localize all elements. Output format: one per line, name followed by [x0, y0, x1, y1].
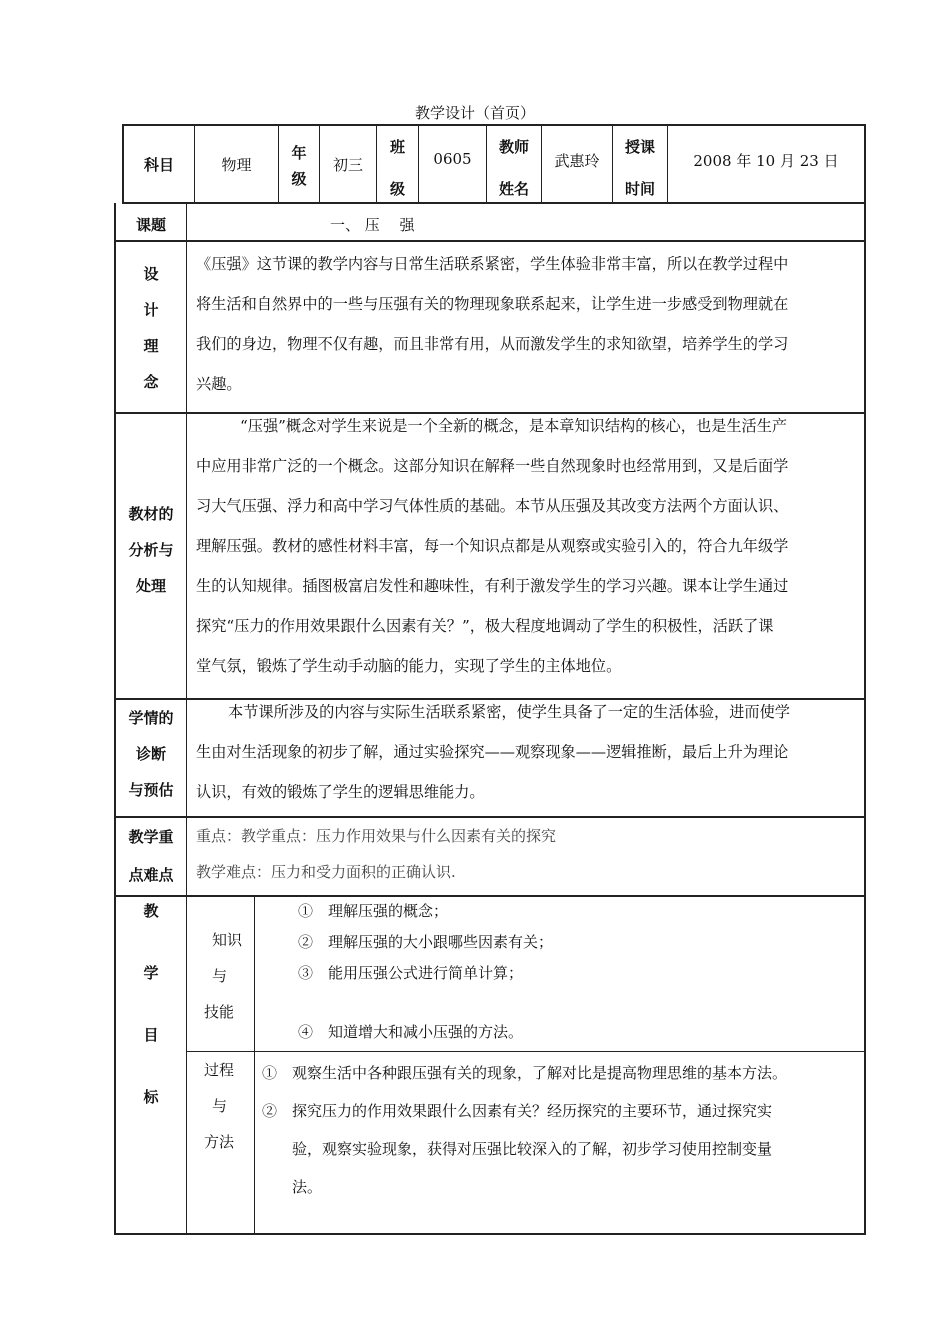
student-diagnosis-text: 本节课所涉及的内容与实际生活联系紧密，使学生具备了一定的生活体验，进而使学 生由对生活现象的初步了解，通过实验探究——观察现象——逻辑推断，最后上升为理论 认识，有效的锻炼了学生的逻辑思维能力。 [196, 703, 790, 801]
subject-label: 科目 [143, 156, 174, 174]
table-border [254, 896, 255, 1234]
table-border [864, 203, 866, 1235]
table-border [186, 203, 187, 1235]
knowledge-skills-list: ① 理解压强的概念； ② 理解压强的大小跟哪些因素有关； ③ 能用压强公式进行简单计算； ④ 知道增大和减小压强的方法。 [298, 902, 554, 1041]
grade-label: 年 级 [291, 144, 307, 188]
table-border [114, 895, 866, 897]
design-concept-text: 《压强》这节课的教学内容与日常生活联系紧密，学生体验非常丰富，所以在教学过程中 将生活和自然界中的一些与压强有关的物理现象联系起来，让学生进一步感受到物理就在 我们的身边，物理不仅有趣，而且非常有用，从而激发学生的求知欲望，培养学生的学习 兴趣。 [196, 255, 789, 393]
table-border [186, 1051, 866, 1052]
topic-value: 一、 压 强 [330, 216, 415, 234]
teacher-name: 武惠玲 [554, 152, 600, 170]
objectives-label: 教 学 目 标 [143, 902, 159, 1106]
grade-value: 初三 [332, 156, 363, 174]
table-border [114, 1233, 866, 1235]
student-diagnosis-label: 学情的 诊断 与预估 [128, 709, 174, 799]
class-number: 0605 [433, 150, 472, 168]
topic-label: 课题 [135, 216, 166, 234]
table-border [114, 240, 866, 242]
document-title: 教学设计（首页） [414, 104, 535, 122]
time-label: 授课 时间 [624, 138, 655, 198]
material-analysis-label: 教材的 分析与 处理 [128, 505, 174, 595]
lesson-date: 2008 年 10 月 23 日 [693, 152, 839, 170]
class-label: 班 级 [389, 138, 405, 198]
process-method-text: ① 观察生活中各种跟压强有关的现象，了解对比是提高物理思维的基本方法。 ② 探究压力的作用效果跟什么因素有关？经历探究的主要环节，通过探究实 验，观察实验现象，获得对压强比较深入的了解，初步学习使用控制变量 法。 [262, 1064, 788, 1196]
process-method-label: 过程 与 方法 [204, 1061, 235, 1151]
knowledge-skills-label: 知识 与 技能 [204, 931, 243, 1021]
table-border [864, 124, 866, 204]
key-points-label: 教学重 点难点 [128, 828, 174, 884]
teacher-label: 教师 姓名 [498, 138, 529, 198]
material-analysis-text: “压强”概念对学生来说是一个全新的概念，是本章知识结构的核心，也是生活生产 中应用非常广泛的一个概念。这部分知识在解释一些自然现象时也经常用到，又是后面学 习大气压强、浮力和高中学习气体性质的基础。本节从压强及其改变方法两个方面认识、 理解压强。教材的感性材料丰富，每一个知识点都是从观察或实验引入的，符合九年级学 生的认知规律。插图极富启发性和趣味性，有利于激发学生的学习兴趣。课本让学生通过 探究“压力的作用效果跟什么因素有关？”，极大程度地调动了学生的积极性，活跃了课 堂气氛，锻炼了学生动手动脑的能力，实现了学生的主体地位。 [196, 417, 789, 675]
subject-value: 物理 [221, 156, 252, 174]
key-points-text: 重点：教学重点：压力作用效果与什么因素有关的探究 教学难点：压力和受力面积的正确认识. [196, 827, 557, 881]
design-concept-label: 设 计 理 念 [143, 265, 159, 391]
